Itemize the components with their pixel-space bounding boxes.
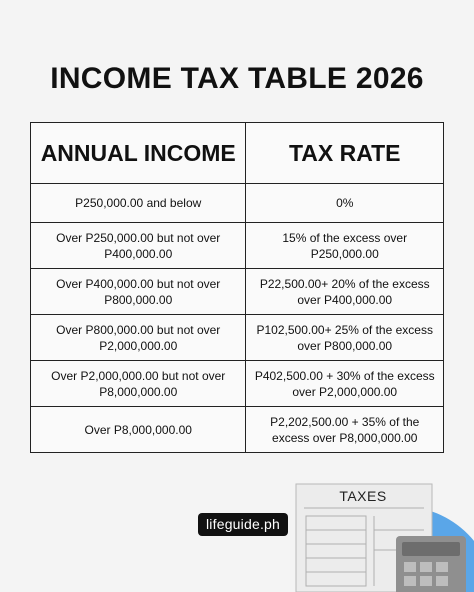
- table-header-row: [31, 123, 444, 184]
- tax-rate: P2,202,500.00 + 35% of the excess over P8,000,000.00: [246, 407, 444, 453]
- tax-rate: P102,500.00+ 25% of the excess over P800,000.00: [246, 315, 444, 361]
- page-title: INCOME TAX TABLE 2026: [50, 62, 424, 95]
- income-bracket: Over P8,000,000.00: [31, 407, 246, 453]
- income-bracket: Over P250,000.00 but not over P400,000.00: [31, 223, 246, 269]
- calculator-icon: [396, 536, 466, 592]
- income-bracket: P250,000.00 and below: [31, 184, 246, 223]
- income-tax-table: [30, 122, 444, 453]
- income-bracket: Over P2,000,000.00 but not over P8,000,000.00: [31, 361, 246, 407]
- header-annual-income: ANNUAL INCOME: [31, 123, 246, 184]
- table-row: [31, 269, 444, 315]
- tax-rate: 0%: [246, 184, 444, 223]
- table-row: [31, 315, 444, 361]
- taxes-label: TAXES: [339, 488, 387, 504]
- header-tax-rate: TAX RATE: [246, 123, 444, 184]
- table-row: [31, 223, 444, 269]
- income-bracket: Over P400,000.00 but not over P800,000.00: [31, 269, 246, 315]
- tax-rate: P22,500.00+ 20% of the excess over P400,000.00: [246, 269, 444, 315]
- table-row: [31, 407, 444, 453]
- tax-rate: 15% of the excess over P250,000.00: [246, 223, 444, 269]
- tax-rate: P402,500.00 + 30% of the excess over P2,000,000.00: [246, 361, 444, 407]
- table-row: [31, 361, 444, 407]
- table-row: [31, 184, 444, 223]
- brand-badge[interactable]: lifeguide.ph: [198, 513, 288, 536]
- income-bracket: Over P800,000.00 but not over P2,000,000.00: [31, 315, 246, 361]
